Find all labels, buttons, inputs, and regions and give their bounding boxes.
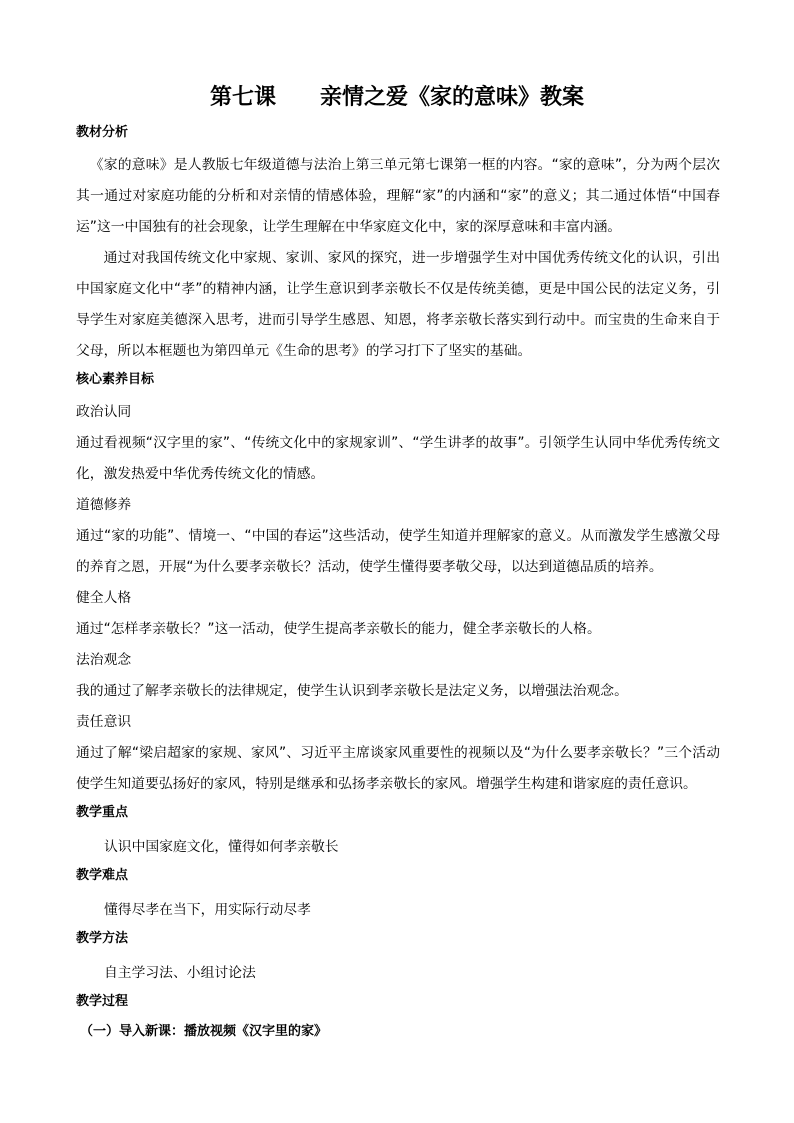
teaching-method-text: 自主学习法、小组讨论法 [104,965,256,981]
responsibility-title: 责任意识 [76,714,132,730]
political-identity-title: 政治认同 [76,404,132,420]
sound-personality-text: 通过“怎样孝亲敬长？”这一活动，使学生提高孝亲敬长的能力，健全孝亲敬长的人格。 [76,621,601,637]
teaching-difficulty-heading: 教学难点 [76,868,129,883]
moral-cultivation-title: 道德修养 [76,497,132,513]
teaching-difficulty-text: 懂得尽孝在当下，用实际行动尽孝 [104,902,311,918]
teaching-key-text: 认识中国家庭文化，懂得如何孝亲敬长 [104,839,339,855]
political-identity-text: 通过看视频“汉字里的家”、“传统文化中的家规家训”、“学生讲孝的故事”。引领学生认同中华优秀传统文化，激发热爱中华优秀传统文化的情感。 [76,435,720,482]
core-literacy-heading: 核心素养目标 [76,372,155,387]
material-analysis-heading: 教材分析 [76,125,129,140]
teaching-key-heading: 教学重点 [76,805,129,820]
responsibility-text: 通过了解“梁启超家的家规、家风”、习近平主席谈家风重要性的视频以及“为什么要孝亲敬长？”三个活动使学生知道要弘扬好的家风，特别是继承和弘扬孝亲敬长的家风。增强学生构建和谐家庭的责任意识。 [76,745,720,792]
page-title: 第七课 亲情之爱《家的意味》教案 [209,84,584,110]
moral-cultivation-text: 通过“家的功能”、情境一、“中国的春运”这些活动，使学生知道并理解家的意义。从而激发学生感激父母的养育之恩，开展“为什么要孝亲敬长？活动，使学生懂得要孝敬父母，以达到道德品质的培养。 [76,528,720,575]
material-analysis-paragraph-2: 通过对我国传统文化中家规、家训、家风的探究，进一步增强学生对中国优秀传统文化的认识，引出中国家庭文化中“孝”的精神内涵，让学生意识到孝亲敬长不仅是传统美德，更是中国公民的法定义务，引导学生对家庭美德深入思考，进而引导学生感恩、知恩，将孝亲敬长落实到行动中。而宝贵的生命来自于父母，所以本框题也为第四单元《生命的思考》的学习打下了坚实的基础。 [76,250,720,359]
material-analysis-paragraph-1: 《家的意味》是人教版七年级道德与法治上第三单元第七课第一框的内容。“家的意味”，分为两个层次其一通过对家庭功能的分析和对亲情的情感体验，理解“家”的内涵和“家”的意义；其二通过体悟“中国春运”这一中国独有的社会现象，让学生理解在中华家庭文化中，家的深厚意味和丰富内涵。 [76,157,720,235]
teaching-process-heading: 教学过程 [76,994,129,1009]
sound-personality-title: 健全人格 [76,590,132,606]
teaching-process-step-1: （一）导入新课：播放视频《汉字里的家》 [80,1024,328,1039]
teaching-method-heading: 教学方法 [76,931,129,946]
rule-of-law-text: 我的通过了解孝亲敬长的法律规定，使学生认识到孝亲敬长是法定义务，以增强法治观念。 [76,683,628,699]
document-body [76,120,720,1045]
rule-of-law-title: 法治观念 [76,652,132,668]
